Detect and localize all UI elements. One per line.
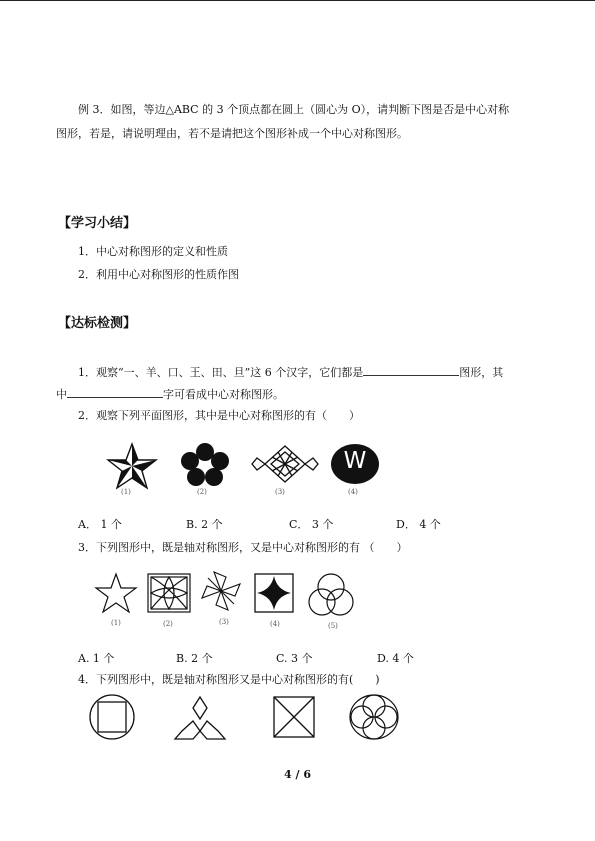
q3-option-d[interactable]: D. 4 个 (377, 652, 414, 665)
q2-knot-figure (250, 444, 320, 484)
q3-pinwheel-figure (198, 568, 244, 614)
q2-caption-1: (1) (121, 488, 131, 496)
top-rule (0, 0, 595, 1)
q2-star-figure (105, 442, 159, 490)
q3-caption-2: (2) (163, 620, 173, 628)
q2-text: 2．观察下列平面图形，其中是中心对称图形的有（ ） (78, 409, 360, 422)
q3-caption-5: (5) (328, 622, 338, 630)
q4-text: 4．下列图形中，既是轴对称图形又是中心对称图形的有( ) (78, 673, 380, 686)
q1-part1: 1．观察“一、羊、口、王、田、旦”这 6 个汉字，它们都是 (78, 366, 364, 379)
q3-star-outline-figure (94, 572, 138, 614)
q4-square-in-circle-figure (88, 693, 136, 741)
summary-heading: 【学习小结】 (58, 216, 137, 231)
test-heading: 【达标检测】 (58, 316, 137, 331)
q3-concave-star-square-figure (253, 572, 295, 614)
q1-part3: 中 (56, 388, 67, 401)
summary-item-2: 2．利用中心对称图形的性质作图 (78, 268, 239, 281)
q3-caption-4: (4) (270, 620, 280, 628)
q3-three-circles-figure (306, 572, 356, 618)
q2-caption-2: (2) (197, 488, 207, 496)
summary-item-1: 1．中心对称图形的定义和性质 (78, 245, 228, 258)
q2-option-a[interactable]: A． 1 个 (78, 518, 122, 531)
page-number: 4 / 6 (284, 768, 311, 781)
q1-blank1[interactable] (363, 364, 459, 376)
q1-part4: 字可看成中心对称图形。 (163, 388, 284, 401)
example3-line2: 图形，若是，请说明理由，若不是请把这个图形补成一个中心对称图形。 (56, 127, 408, 140)
q2-option-d[interactable]: D． 4 个 (396, 518, 441, 531)
q3-caption-3: (3) (219, 618, 229, 626)
q2-option-b[interactable]: B. 2 个 (186, 518, 223, 531)
example3-line1: 例 3．如图，等边△ABC 的 3 个顶点都在圆上（圆心为 O），请判断下图是否是中心对称 (78, 103, 510, 116)
q3-caption-1: (1) (111, 619, 121, 627)
q3-option-a[interactable]: A. 1 个 (78, 652, 115, 665)
q1-line2 (56, 386, 284, 402)
q2-caption-3: (3) (275, 488, 285, 496)
q4-three-rhombus-figure (172, 695, 228, 741)
q3-text: 3．下列图形中，既是轴对称图形，又是中心对称图形的有 （ ） (78, 541, 408, 554)
q1-blank2[interactable] (67, 386, 163, 398)
q2-flower-figure (180, 442, 230, 486)
q2-option-c[interactable]: C． 3 个 (289, 518, 334, 531)
q2-caption-4: (4) (348, 488, 358, 496)
q4-square-x-figure (272, 695, 316, 739)
q1-line1 (78, 364, 503, 380)
q3-option-c[interactable]: C. 3 个 (276, 652, 313, 665)
q1-part2: 图形，其 (459, 366, 504, 379)
q4-circle-petals-figure (348, 693, 400, 741)
q2-w-letter: W (343, 448, 367, 474)
q3-petal-square-figure (146, 572, 192, 614)
q3-option-b[interactable]: B. 2 个 (176, 652, 213, 665)
